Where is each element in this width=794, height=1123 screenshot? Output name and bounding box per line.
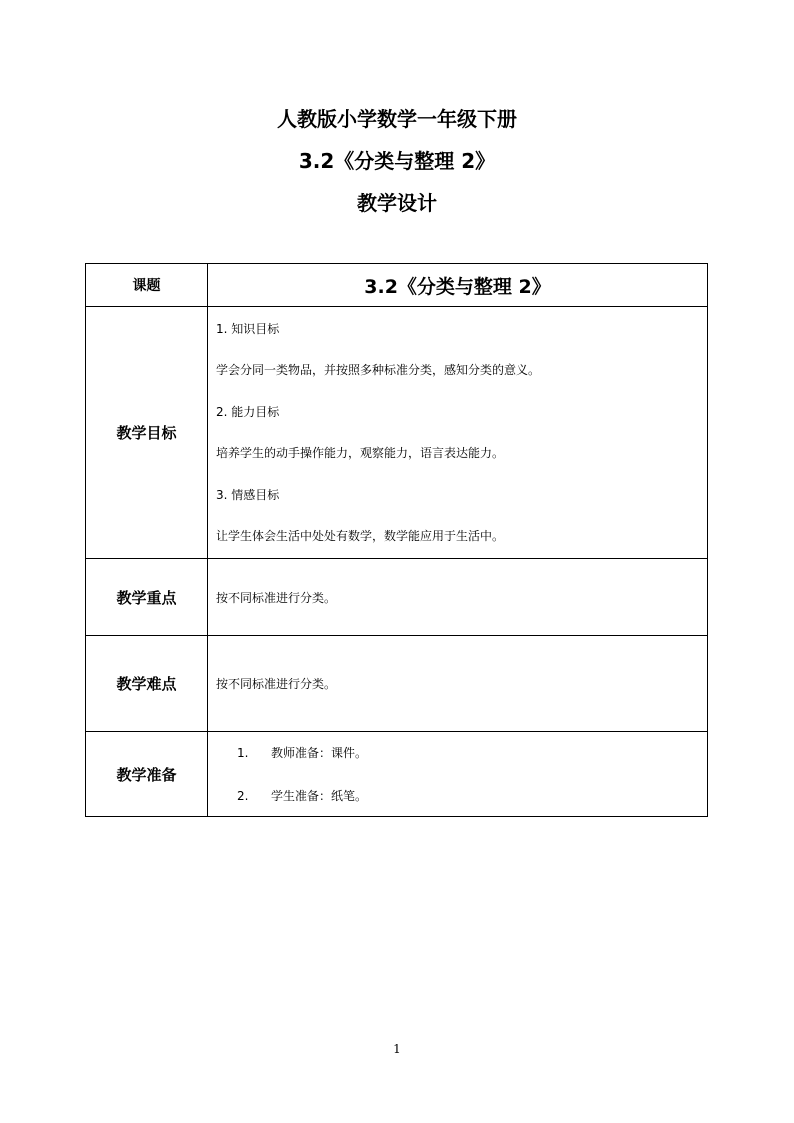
key-point-row [86, 559, 708, 636]
header-value: 3.2《分类与整理 2》 [208, 264, 708, 307]
document-title: 人教版小学数学一年级下册 [277, 107, 517, 131]
preparation-item [216, 746, 707, 760]
preparation-item [216, 789, 707, 803]
key-point-label: 教学重点 [86, 559, 208, 636]
goals-label: 教学目标 [86, 307, 208, 559]
key-point-value: 按不同标准进行分类。 [208, 559, 708, 636]
preparation-item-number: 2. [237, 788, 249, 803]
page-number: 1 [393, 1042, 401, 1056]
goal-text-ability: 培养学生的动手操作能力，观察能力，语言表达能力。 [216, 446, 505, 461]
preparation-item-text: 教师准备：课件。 [271, 745, 368, 760]
goal-heading-emotion: 3. 情感目标 [216, 487, 280, 502]
preparation-item-number: 1. [237, 745, 249, 760]
goal-text-knowledge: 学会分同一类物品，并按照多种标准分类，感知分类的意义。 [216, 363, 541, 378]
preparation-item-text: 学生准备：纸笔。 [271, 788, 368, 803]
goal-text-emotion: 让学生体会生活中处处有数学，数学能应用于生活中。 [216, 529, 505, 544]
lesson-title: 3.2《分类与整理 2》 [298, 149, 496, 173]
header-row [86, 264, 708, 307]
preparation-label: 教学准备 [86, 732, 208, 817]
goal-heading-ability: 2. 能力目标 [216, 404, 280, 419]
difficulty-value: 按不同标准进行分类。 [208, 636, 708, 732]
preparation-content [208, 732, 708, 817]
difficulty-label: 教学难点 [86, 636, 208, 732]
document-subtitle: 教学设计 [357, 191, 437, 215]
goals-content [208, 307, 708, 559]
header-label: 课题 [86, 264, 208, 307]
difficulty-row [86, 636, 708, 732]
preparation-row [86, 732, 708, 817]
goal-heading-knowledge: 1. 知识目标 [216, 321, 280, 336]
goals-row [86, 307, 708, 559]
lesson-plan-table [85, 263, 708, 817]
